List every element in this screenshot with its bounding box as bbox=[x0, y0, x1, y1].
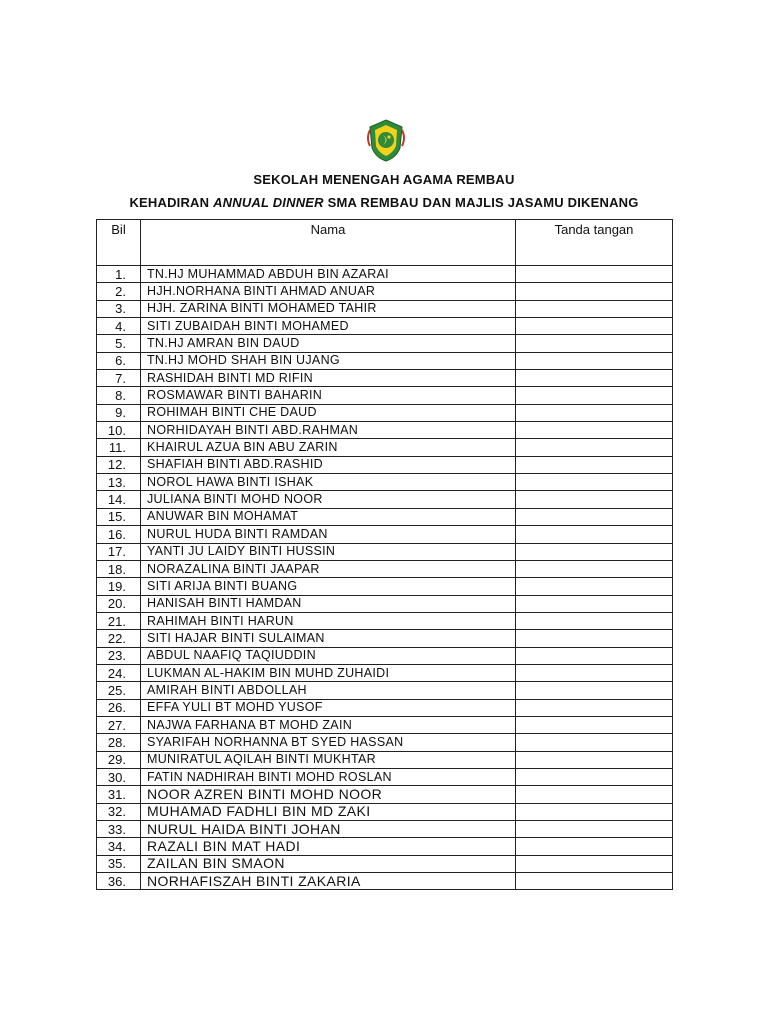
attendee-name: KHAIRUL AZUA BIN ABU ZARIN bbox=[141, 439, 516, 456]
table-row bbox=[97, 838, 673, 855]
attendee-name: NORHIDAYAH BINTI ABD.RAHMAN bbox=[141, 422, 516, 439]
table-row bbox=[97, 266, 673, 283]
row-number: 31. bbox=[97, 786, 141, 803]
row-number: 13. bbox=[97, 474, 141, 491]
attendee-name: ANUWAR BIN MOHAMAT bbox=[141, 508, 516, 525]
attendee-name: ROHIMAH BINTI CHE DAUD bbox=[141, 404, 516, 421]
table-row bbox=[97, 560, 673, 577]
row-number: 12. bbox=[97, 456, 141, 473]
table-row bbox=[97, 803, 673, 820]
table-row bbox=[97, 508, 673, 525]
signature-cell[interactable] bbox=[516, 370, 673, 387]
row-number: 35. bbox=[97, 855, 141, 872]
table-row bbox=[97, 595, 673, 612]
table-row bbox=[97, 526, 673, 543]
signature-cell[interactable] bbox=[516, 786, 673, 803]
table-header-row bbox=[97, 220, 673, 266]
attendee-name: NOOR AZREN BINTI MOHD NOOR bbox=[141, 786, 516, 803]
attendee-name: NORAZALINA BINTI JAAPAR bbox=[141, 560, 516, 577]
row-number: 17. bbox=[97, 543, 141, 560]
attendee-name: ZAILAN BIN SMAON bbox=[141, 855, 516, 872]
signature-cell[interactable] bbox=[516, 422, 673, 439]
attendee-name: NAJWA FARHANA BT MOHD ZAIN bbox=[141, 716, 516, 733]
row-number: 14. bbox=[97, 491, 141, 508]
row-number: 5. bbox=[97, 335, 141, 352]
signature-cell[interactable] bbox=[516, 716, 673, 733]
signature-cell[interactable] bbox=[516, 578, 673, 595]
signature-cell[interactable] bbox=[516, 526, 673, 543]
table-row bbox=[97, 543, 673, 560]
attendee-name: AMIRAH BINTI ABDOLLAH bbox=[141, 682, 516, 699]
document-subtitle bbox=[0, 195, 768, 210]
attendee-name: RASHIDAH BINTI MD RIFIN bbox=[141, 370, 516, 387]
attendee-name: RAHIMAH BINTI HARUN bbox=[141, 612, 516, 629]
row-number: 18. bbox=[97, 560, 141, 577]
row-number: 22. bbox=[97, 630, 141, 647]
signature-cell[interactable] bbox=[516, 283, 673, 300]
column-header-nama: Nama bbox=[141, 220, 516, 266]
table-row bbox=[97, 612, 673, 629]
table-row bbox=[97, 283, 673, 300]
row-number: 9. bbox=[97, 404, 141, 421]
table-row bbox=[97, 855, 673, 872]
table-row bbox=[97, 873, 673, 890]
table-row bbox=[97, 474, 673, 491]
table-row bbox=[97, 821, 673, 838]
table-row bbox=[97, 664, 673, 681]
signature-cell[interactable] bbox=[516, 335, 673, 352]
row-number: 2. bbox=[97, 283, 141, 300]
table-row bbox=[97, 682, 673, 699]
row-number: 11. bbox=[97, 439, 141, 456]
attendee-name: NURUL HUDA BINTI RAMDAN bbox=[141, 526, 516, 543]
attendee-name: SITI HAJAR BINTI SULAIMAN bbox=[141, 630, 516, 647]
signature-cell[interactable] bbox=[516, 404, 673, 421]
row-number: 30. bbox=[97, 768, 141, 785]
attendee-name: RAZALI BIN MAT HADI bbox=[141, 838, 516, 855]
signature-cell[interactable] bbox=[516, 734, 673, 751]
signature-cell[interactable] bbox=[516, 751, 673, 768]
table-row bbox=[97, 578, 673, 595]
subtitle-part-1: KEHADIRAN bbox=[129, 195, 214, 210]
signature-cell[interactable] bbox=[516, 318, 673, 335]
table-row bbox=[97, 387, 673, 404]
row-number: 10. bbox=[97, 422, 141, 439]
row-number: 34. bbox=[97, 838, 141, 855]
signature-cell[interactable] bbox=[516, 595, 673, 612]
row-number: 29. bbox=[97, 751, 141, 768]
school-crest-icon bbox=[366, 118, 406, 162]
signature-cell[interactable] bbox=[516, 508, 673, 525]
column-header-tanda-tangan: Tanda tangan bbox=[516, 220, 673, 266]
subtitle-part-2: SMA REMBAU DAN MAJLIS JASAMU DIKENANG bbox=[323, 195, 639, 210]
row-number: 21. bbox=[97, 612, 141, 629]
attendee-name: ROSMAWAR BINTI BAHARIN bbox=[141, 387, 516, 404]
row-number: 16. bbox=[97, 526, 141, 543]
attendee-name: SHAFIAH BINTI ABD.RASHID bbox=[141, 456, 516, 473]
attendee-name: SYARIFAH NORHANNA BT SYED HASSAN bbox=[141, 734, 516, 751]
attendee-name: HANISAH BINTI HAMDAN bbox=[141, 595, 516, 612]
attendee-name: HJH. ZARINA BINTI MOHAMED TAHIR bbox=[141, 300, 516, 317]
attendee-name: FATIN NADHIRAH BINTI MOHD ROSLAN bbox=[141, 768, 516, 785]
signature-cell[interactable] bbox=[516, 543, 673, 560]
table-row bbox=[97, 786, 673, 803]
signature-cell[interactable] bbox=[516, 612, 673, 629]
attendee-name: HJH.NORHANA BINTI AHMAD ANUAR bbox=[141, 283, 516, 300]
row-number: 28. bbox=[97, 734, 141, 751]
signature-cell[interactable] bbox=[516, 768, 673, 785]
signature-cell[interactable] bbox=[516, 855, 673, 872]
signature-cell[interactable] bbox=[516, 491, 673, 508]
row-number: 20. bbox=[97, 595, 141, 612]
table-row bbox=[97, 647, 673, 664]
attendee-name: MUHAMAD FADHLI BIN MD ZAKI bbox=[141, 803, 516, 820]
attendee-name: TN.HJ AMRAN BIN DAUD bbox=[141, 335, 516, 352]
signature-cell[interactable] bbox=[516, 474, 673, 491]
signature-cell[interactable] bbox=[516, 821, 673, 838]
row-number: 19. bbox=[97, 578, 141, 595]
signature-cell[interactable] bbox=[516, 300, 673, 317]
table-row bbox=[97, 300, 673, 317]
row-number: 27. bbox=[97, 716, 141, 733]
table-row bbox=[97, 318, 673, 335]
row-number: 1. bbox=[97, 266, 141, 283]
table-row bbox=[97, 422, 673, 439]
school-name: SEKOLAH MENENGAH AGAMA REMBAU bbox=[253, 172, 515, 187]
attendee-name: MUNIRATUL AQILAH BINTI MUKHTAR bbox=[141, 751, 516, 768]
signature-cell[interactable] bbox=[516, 682, 673, 699]
attendee-name: ABDUL NAAFIQ TAQIUDDIN bbox=[141, 647, 516, 664]
row-number: 3. bbox=[97, 300, 141, 317]
row-number: 23. bbox=[97, 647, 141, 664]
table-row bbox=[97, 491, 673, 508]
table-row bbox=[97, 335, 673, 352]
table-row bbox=[97, 751, 673, 768]
table-row bbox=[97, 370, 673, 387]
table-row bbox=[97, 404, 673, 421]
signature-cell[interactable] bbox=[516, 387, 673, 404]
row-number: 26. bbox=[97, 699, 141, 716]
attendance-table bbox=[96, 219, 673, 890]
attendee-name: YANTI JU LAIDY BINTI HUSSIN bbox=[141, 543, 516, 560]
signature-cell[interactable] bbox=[516, 266, 673, 283]
row-number: 25. bbox=[97, 682, 141, 699]
row-number: 32. bbox=[97, 803, 141, 820]
attendee-name: EFFA YULI BT MOHD YUSOF bbox=[141, 699, 516, 716]
row-number: 33. bbox=[97, 821, 141, 838]
signature-cell[interactable] bbox=[516, 352, 673, 369]
attendee-name: NORHAFISZAH BINTI ZAKARIA bbox=[141, 873, 516, 890]
table-row bbox=[97, 716, 673, 733]
signature-cell[interactable] bbox=[516, 803, 673, 820]
table-row bbox=[97, 630, 673, 647]
column-header-bil: Bil bbox=[97, 220, 141, 266]
signature-cell[interactable] bbox=[516, 560, 673, 577]
table-body bbox=[97, 266, 673, 890]
attendee-name: LUKMAN AL-HAKIM BIN MUHD ZUHAIDI bbox=[141, 664, 516, 681]
signature-cell[interactable] bbox=[516, 439, 673, 456]
table-row bbox=[97, 352, 673, 369]
table-row bbox=[97, 734, 673, 751]
row-number: 24. bbox=[97, 664, 141, 681]
signature-cell[interactable] bbox=[516, 664, 673, 681]
table-row bbox=[97, 456, 673, 473]
signature-cell[interactable] bbox=[516, 838, 673, 855]
attendee-name: NURUL HAIDA BINTI JOHAN bbox=[141, 821, 516, 838]
table-row bbox=[97, 699, 673, 716]
table-row bbox=[97, 439, 673, 456]
signature-cell[interactable] bbox=[516, 456, 673, 473]
table-row bbox=[97, 768, 673, 785]
attendee-name: TN.HJ MUHAMMAD ABDUH BIN AZARAI bbox=[141, 266, 516, 283]
row-number: 15. bbox=[97, 508, 141, 525]
signature-cell[interactable] bbox=[516, 699, 673, 716]
signature-cell[interactable] bbox=[516, 647, 673, 664]
row-number: 36. bbox=[97, 873, 141, 890]
attendee-name: NOROL HAWA BINTI ISHAK bbox=[141, 474, 516, 491]
attendee-name: SITI ARIJA BINTI BUANG bbox=[141, 578, 516, 595]
subtitle-italic: ANNUAL DINNER bbox=[213, 195, 324, 210]
row-number: 8. bbox=[97, 387, 141, 404]
row-number: 7. bbox=[97, 370, 141, 387]
attendee-name: JULIANA BINTI MOHD NOOR bbox=[141, 491, 516, 508]
signature-cell[interactable] bbox=[516, 630, 673, 647]
attendee-name: TN.HJ MOHD SHAH BIN UJANG bbox=[141, 352, 516, 369]
row-number: 6. bbox=[97, 352, 141, 369]
row-number: 4. bbox=[97, 318, 141, 335]
signature-cell[interactable] bbox=[516, 873, 673, 890]
attendee-name: SITI ZUBAIDAH BINTI MOHAMED bbox=[141, 318, 516, 335]
